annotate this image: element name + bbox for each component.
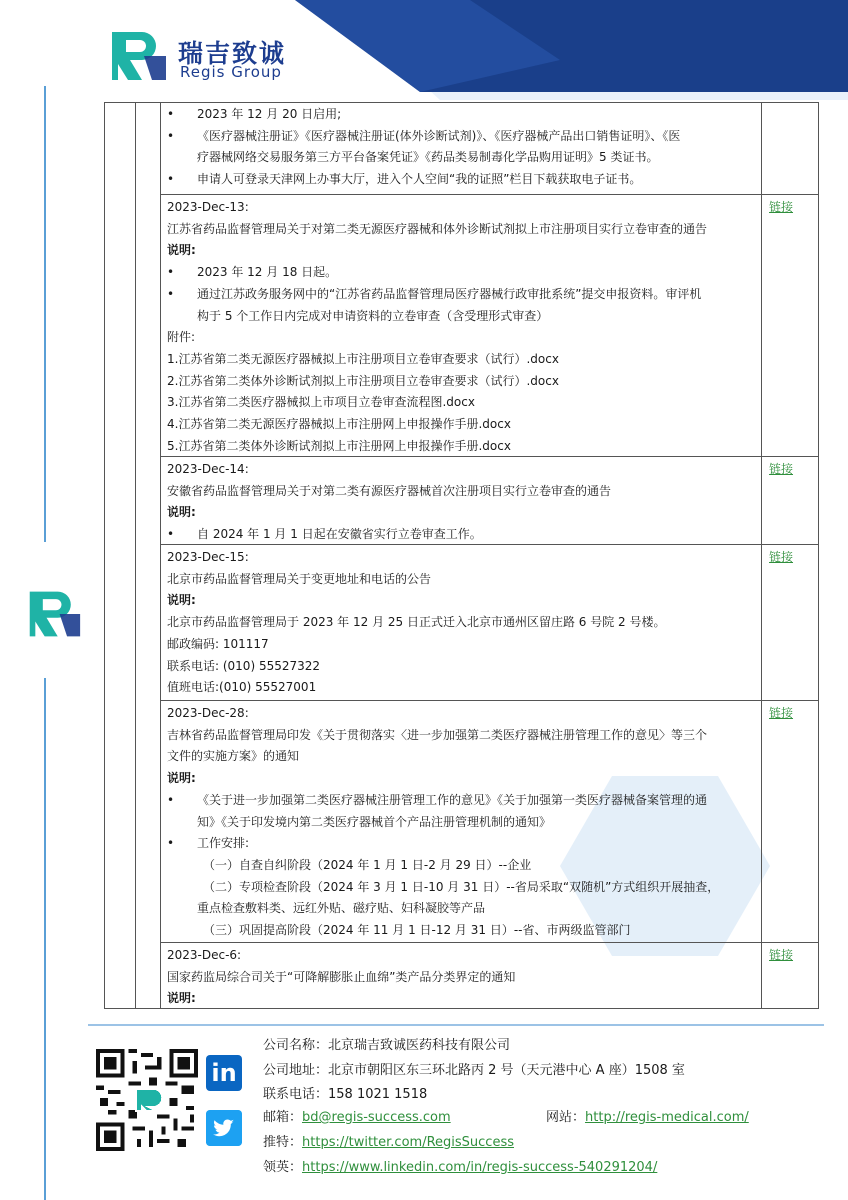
entry-title: 吉林省药品监督管理局印发《关于贯彻落实〈进一步加强第二类医疗器械注册管理工作的意见〉等三个 — [167, 727, 708, 742]
footer-email-link[interactable]: bd@regis-success.com — [302, 1110, 451, 1125]
entry-date: 2023-Dec-6: — [167, 948, 242, 962]
footer-site-row — [546, 1106, 749, 1125]
table-row-dec-13 — [161, 195, 819, 457]
brand-name-en: Regis Group — [180, 63, 282, 81]
list-item: • 通过江苏政务服务网中的“江苏省药品监督管理局医疗器械行政审批系统”提交申报资料。审评机 — [167, 286, 702, 301]
entry-link[interactable]: 链接 — [769, 200, 794, 214]
linkedin-icon[interactable]: in — [206, 1055, 242, 1091]
brand-logo — [108, 26, 318, 86]
attachment-item[interactable]: 2.江苏省第二类体外诊断试剂拟上市注册项目立卷审查要求（试行）.docx — [167, 373, 559, 388]
table-row-dec-28 — [161, 701, 819, 943]
logo-mark-icon — [108, 26, 168, 86]
attachment-item[interactable]: 4.江苏省第二类无源医疗器械拟上市注册网上申报操作手册.docx — [167, 417, 511, 432]
left-rule-top — [44, 86, 46, 542]
footer-site-label: 网站： — [546, 1110, 586, 1125]
footer-linkedin-link[interactable]: https://www.linkedin.com/in/regis-success-540291204/ — [302, 1160, 658, 1175]
footer-twitter-row — [263, 1131, 514, 1150]
footer-site-link[interactable]: http://regis-medical.com/ — [585, 1110, 749, 1125]
footer-divider — [88, 1024, 824, 1026]
entry-title-continued: 文件的实施方案》的通知 — [167, 749, 300, 764]
phase-item: （二）专项检查阶段（2024 年 3 月 1 日-10 月 31 日）--省局采取“双随机”方式组织开展抽查， — [203, 879, 720, 894]
brand-name-cn: 瑞吉致诚 — [178, 39, 287, 68]
table-column-index — [105, 103, 136, 1008]
footer-company: 公司名称：北京瑞吉致诚医药科技有限公司 — [263, 1038, 511, 1053]
entry-note-label: 说明: — [167, 593, 196, 608]
list-item-continued: 疗器械网络交易服务第三方平台备案凭证》《药品类易制毒化学品购用证明》5 类证书。 — [197, 150, 659, 165]
list-item: • 自 2024 年 1 月 1 日起在安徽省实行立卷审查工作。 — [167, 527, 482, 542]
entry-note-label: 说明: — [167, 771, 196, 786]
entry-link[interactable]: 链接 — [769, 550, 794, 564]
table-row-dec-14 — [161, 457, 819, 545]
attachment-item[interactable]: 3.江苏省第二类医疗器械拟上市项目立卷审查流程图.docx — [167, 395, 475, 410]
list-item: • 工作安排: — [167, 836, 250, 851]
table-row-continuation — [161, 103, 819, 195]
list-item: • 《医疗器械注册证》《医疗器械注册证(体外诊断试剂)》、《医疗器械产品出口销售证明》、《医 — [167, 128, 681, 143]
list-item: • 2023 年 12 月 20 日启用; — [167, 107, 342, 121]
footer-address: 公司地址：北京市朝阳区东三环北路丙 2 号（天元港中心 A 座）1508 室 — [263, 1063, 685, 1078]
entry-date: 2023-Dec-14: — [167, 462, 249, 476]
entry-note-label: 说明: — [167, 243, 196, 258]
list-item: • 《关于进一步加强第二类医疗器械注册管理工作的意见》《关于加强第一类医疗器械备案管理的通 — [167, 792, 708, 807]
entry-note-label: 说明: — [167, 991, 196, 1006]
regulatory-updates-table — [104, 102, 819, 1009]
entry-link[interactable]: 链接 — [769, 462, 794, 476]
footer-email-label: 邮箱： — [263, 1110, 303, 1125]
entry-note-label: 说明: — [167, 505, 196, 520]
entry-title: 北京市药品监督管理局关于变更地址和电话的公告 — [167, 571, 432, 586]
phase-item-continued: 重点检查敷料类、远红外贴、磁疗贴、妇科凝胶等产品 — [197, 901, 486, 916]
list-item-continued: 知》《关于印发境内第二类医疗器械首个产品注册管理机制的通知》 — [197, 814, 552, 829]
table-row-dec-6 — [161, 943, 819, 1009]
list-item-continued: 构于 5 个工作日内完成对申请资料的立卷审查（含受理形式审查） — [197, 308, 549, 323]
entry-date: 2023-Dec-15: — [167, 550, 249, 564]
footer-phone: 联系电话：158 1021 1518 — [263, 1087, 428, 1102]
entry-title: 国家药监局综合司关于“可降解膨胀止血绵”类产品分类界定的通知 — [167, 969, 516, 984]
qr-code-icon — [96, 1049, 198, 1151]
phase-item: （一）自查自纠阶段（2024 年 1 月 1 日-2 月 29 日）--企业 — [203, 857, 532, 872]
footer-email-row — [263, 1106, 451, 1125]
attachment-label: 附件: — [167, 330, 196, 345]
footer-linkedin-row — [263, 1156, 657, 1175]
entry-date: 2023-Dec-13: — [167, 200, 249, 214]
left-rule-bottom — [44, 678, 46, 1200]
table-column-category — [135, 103, 161, 1008]
entry-link[interactable]: 链接 — [769, 706, 794, 720]
footer-twitter-link[interactable]: https://twitter.com/RegisSuccess — [302, 1135, 514, 1150]
side-logo-icon — [26, 586, 82, 642]
list-item: • 2023 年 12 月 18 日起。 — [167, 265, 338, 280]
footer-twitter-label: 推特： — [263, 1135, 303, 1150]
attachment-item[interactable]: 5.江苏省第二类体外诊断试剂拟上市注册网上申报操作手册.docx — [167, 438, 511, 453]
entry-title: 江苏省药品监督管理局关于对第二类无源医疗器械和体外诊断试剂拟上市注册项目实行立卷审查的通告 — [167, 221, 708, 236]
attachment-item[interactable]: 1.江苏省第二类无源医疗器械拟上市注册项目立卷审查要求（试行）.docx — [167, 351, 559, 366]
entry-detail: 值班电话:(010) 55527001 — [167, 680, 317, 695]
entry-detail: 联系电话: (010) 55527322 — [167, 658, 321, 673]
entry-date: 2023-Dec-28: — [167, 706, 249, 720]
phase-item: （三）巩固提高阶段（2024 年 11 月 1 日-12 月 31 日）--省、市两级监管部门 — [203, 923, 631, 938]
entry-detail: 北京市药品监督管理局于 2023 年 12 月 25 日正式迁入北京市通州区留庄路 6 号院 2 号楼。 — [167, 615, 666, 630]
list-item: • 申请人可登录天津网上办事大厅，进入个人空间“我的证照”栏目下载获取电子证书。 — [167, 172, 642, 187]
entry-title: 安徽省药品监督管理局关于对第二类有源医疗器械首次注册项目实行立卷审查的通告 — [167, 483, 612, 498]
twitter-icon[interactable] — [206, 1110, 242, 1146]
entry-detail: 邮政编码: 101117 — [167, 636, 269, 651]
entry-link[interactable]: 链接 — [769, 948, 794, 962]
table-row-dec-15 — [161, 545, 819, 701]
footer-linkedin-label: 领英： — [263, 1160, 303, 1175]
